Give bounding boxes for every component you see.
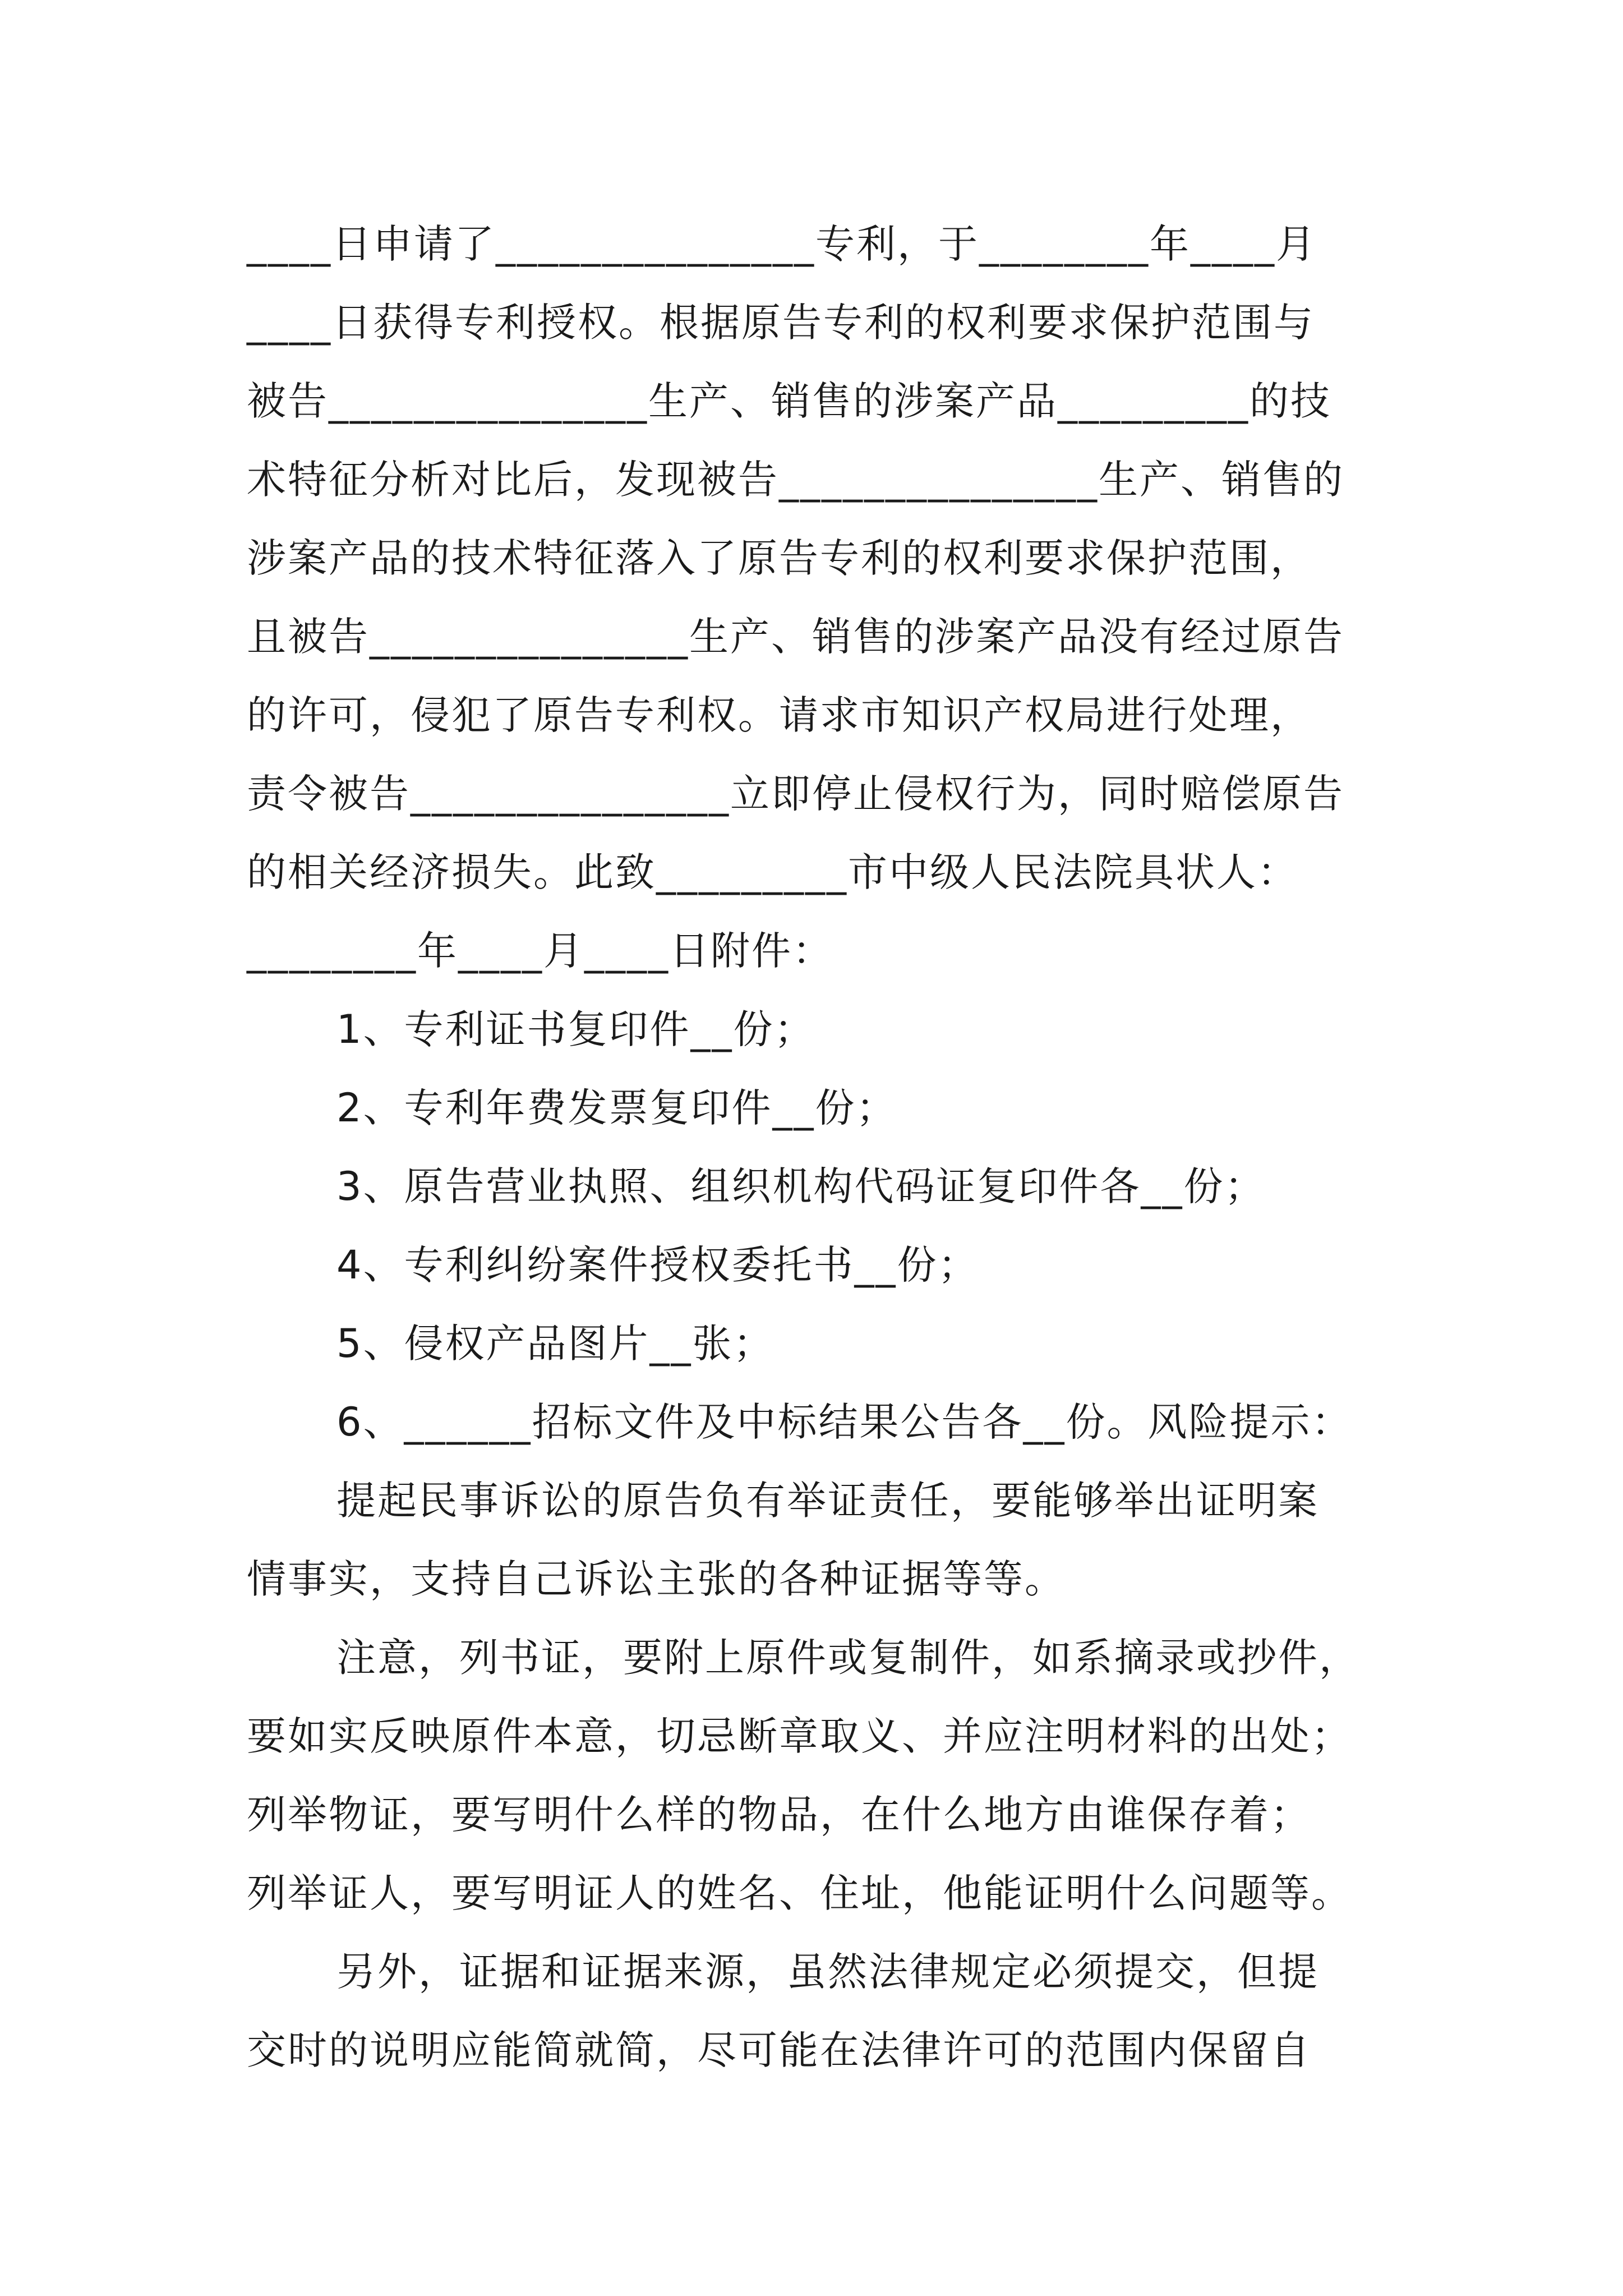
text-line: 术特征分析对比后，发现被告_______________生产、销售的 bbox=[247, 457, 1344, 503]
text-line: 要如实反映原件本意，切忌断章取义、并应注明材料的出处； bbox=[247, 1713, 1352, 1759]
text-line: 且被告_______________生产、销售的涉案产品没有经过原告 bbox=[247, 614, 1344, 660]
text-line: 责令被告_______________立即停止侵权行为，同时赔偿原告 bbox=[247, 771, 1344, 817]
text-line: 的相关经济损失。此致_________市中级人民法院具状人： bbox=[247, 849, 1298, 895]
attachment-item: 1、专利证书复印件__份； bbox=[336, 1006, 815, 1052]
text-line: 交时的说明应能简就简，尽可能在法律许可的范围内保留自 bbox=[247, 2027, 1311, 2073]
text-line: 列举证人，要写明证人的姓名、住址，他能证明什么问题等。 bbox=[247, 1870, 1352, 1916]
text-line: 的许可，侵犯了原告专利权。请求市知识产权局进行处理， bbox=[247, 692, 1311, 738]
attachment-item: 4、专利纠纷案件授权委托书__份； bbox=[336, 1242, 979, 1288]
text-line: 另外，证据和证据来源，虽然法律规定必须提交，但提 bbox=[336, 1949, 1319, 1995]
text-line: 提起民事诉讼的原告负有举证责任，要能够举出证明案 bbox=[336, 1478, 1319, 1524]
attachment-item: 6、______招标文件及中标结果公告各__份。风险提示： bbox=[336, 1399, 1353, 1445]
text-line: ________年____月____日附件： bbox=[247, 928, 833, 974]
text-line: 被告_______________生产、销售的涉案产品_________的技 bbox=[247, 378, 1331, 424]
attachment-item: 5、侵权产品图片__张； bbox=[336, 1320, 774, 1366]
text-line: 涉案产品的技术特征落入了原告专利的权利要求保护范围， bbox=[247, 535, 1311, 581]
attachment-item: 2、专利年费发票复印件__份； bbox=[336, 1085, 897, 1131]
text-line: 注意，列书证，要附上原件或复制件，如系摘录或抄件， bbox=[336, 1635, 1360, 1681]
text-line: ____日获得专利授权。根据原告专利的权利要求保护范围与 bbox=[247, 300, 1315, 346]
text-line: 列举物证，要写明什么样的物品，在什么地方由谁保存着； bbox=[247, 1792, 1311, 1838]
text-line: ____日申请了_______________专利，于________年____月 bbox=[247, 221, 1317, 267]
text-line: 情事实，支持自己诉讼主张的各种证据等等。 bbox=[247, 1556, 1066, 1602]
attachment-item: 3、原告营业执照、组织机构代码证复印件各__份； bbox=[336, 1163, 1266, 1209]
